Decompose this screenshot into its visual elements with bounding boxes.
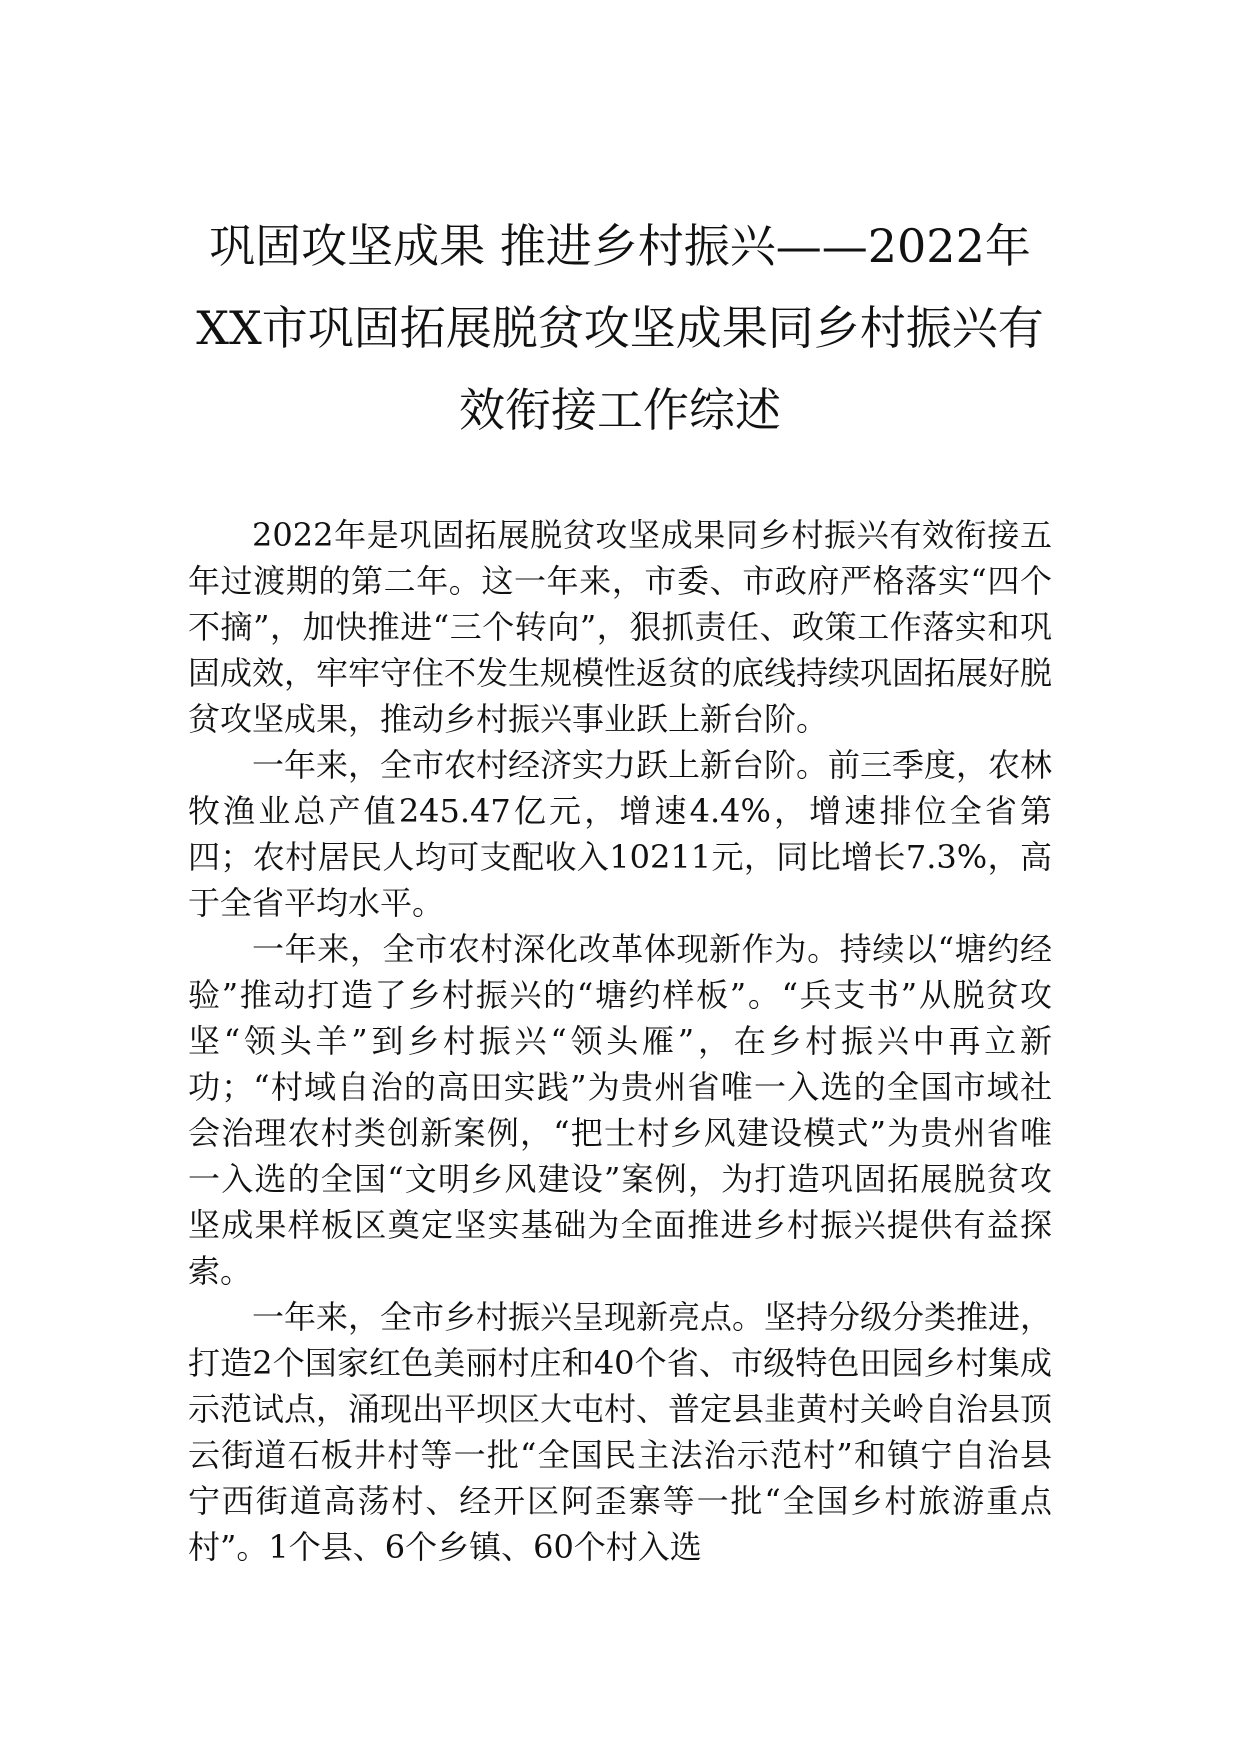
paragraph-highlights: 一年来，全市乡村振兴呈现新亮点。坚持分级分类推进，打造2个国家红色美丽村庄和40个省、市级特色田园乡村集成示范试点，涌现出平坝区大屯村、普定县韭黄村关岭自治县顶云街道石板井村等一批“全国民主法治示范村”和镇宁自治县宁西街道高荡村、经开区阿歪寨等一批“全国乡村旅游重点村”。1个县、6个乡镇、60个村入选: [188, 1298, 1053, 1566]
document-body: [188, 512, 1052, 1570]
title-line-3: 效衔接工作综述: [459, 383, 781, 437]
paragraph-reform: 一年来，全市农村深化改革体现新作为。持续以“塘约经验”推动打造了乡村振兴的“塘约样板”。“兵支书”从脱贫攻坚“领头羊”到乡村振兴“领头雁”，在乡村振兴中再立新功；“村域自治的高田实践”为贵州省唯一入选的全国市域社会治理农村类创新案例，“把士村乡风建设模式”为贵州省唯一入选的全国“文明乡风建设”案例，为打造巩固拓展脱贫攻坚成果样板区奠定坚实基础为全面推进乡村振兴提供有益探索。: [188, 930, 1052, 1290]
paragraph-economy: 一年来，全市农村经济实力跃上新台阶。前三季度，农林牧渔业总产值245.47亿元，增速4.4%，增速排位全省第四；农村居民人均可支配收入10211元，同比增长7.3%，高于全省平均水平。: [188, 746, 1053, 922]
document-title: [180, 205, 1060, 451]
title-line-1: 巩固攻坚成果 推进乡村振兴——2022年: [209, 219, 1031, 273]
title-line-2: XX市巩固拓展脱贫攻坚成果同乡村振兴有: [196, 301, 1044, 355]
paragraph-intro: 2022年是巩固拓展脱贫攻坚成果同乡村振兴有效衔接五年过渡期的第二年。这一年来，市委、市政府严格落实“四个不摘”，加快推进“三个转向”，狠抓责任、政策工作落实和巩固成效，牢牢守住不发生规模性返贫的底线持续巩固拓展好脱贫攻坚成果，推动乡村振兴事业跃上新台阶。: [188, 516, 1053, 738]
